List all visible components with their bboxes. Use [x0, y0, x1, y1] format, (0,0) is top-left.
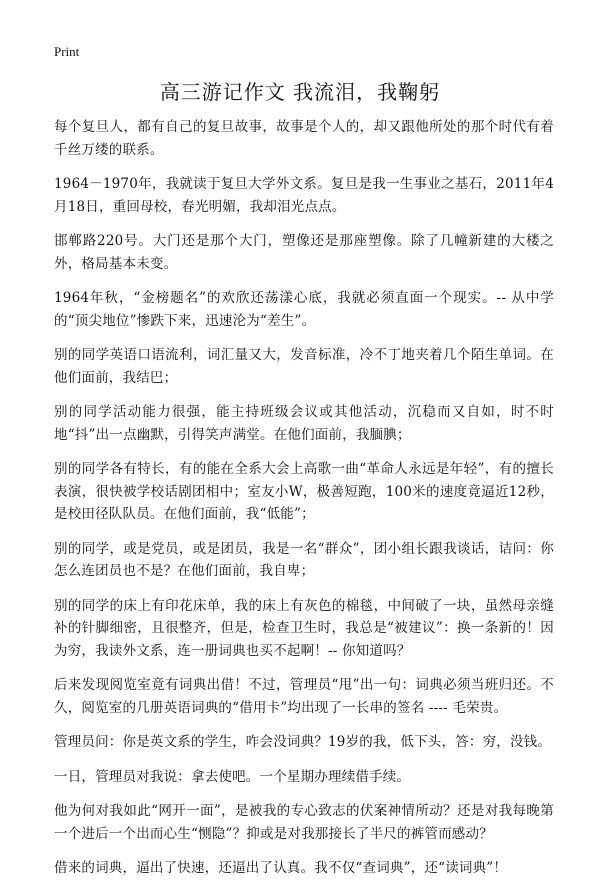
paragraph: 别的同学，或是党员，或是团员，我是一名“群众”，团小组长跟我谈话，诘问：你怎么连团员也不是？在他们面前，我自卑； [54, 540, 554, 579]
paragraph: 别的同学各有特长，有的能在全系大会上高歌一曲“革命人永远是年轻”，有的擅长表演，很快被学校话剧团相中；室友小W，极善短跑，100米的速度竟逼近12秒，是校田径队队员。在他们面前，我“低能”； [54, 461, 554, 522]
paragraph: 邯郸路220号。大门还是那个大门，塑像还是那座塑像。除了几幢新建的大楼之外，格局基本未变。 [54, 233, 554, 272]
paragraph: 别的同学活动能力很强，能主持班级会议或其他活动，沉稳而又自如，时不时地“抖”出一点幽默，引得笑声满堂。在他们面前，我腼腆； [54, 404, 554, 443]
paragraph: 1964－1970年，我就读于复旦大学外文系。复旦是我一生事业之基石，2011年4月18日，重回母校，春光明媚，我却泪光点点。 [54, 176, 554, 215]
paragraph: 别的同学的床上有印花床单，我的床上有灰色的棉毯，中间破了一块，虽然母亲缝补的针脚细密，且很整齐，但是，检查卫生时，我总是“被建议”：换一条新的！因为穷，我读外文系，连一册词典也买不起啊！-- 你知道吗？ [54, 597, 554, 659]
paragraph: 管理员问：你是英文系的学生，咋会没词典？19岁的我，低下头，答：穷，没钱。 [54, 734, 552, 750]
article-title: 高三游记作文 我流泪，我鞠躬 [159, 80, 441, 104]
paragraph: 每个复旦人，都有自己的复旦故事，故事是个人的，却又跟他所处的那个时代有着千丝万缕的联系。 [54, 119, 554, 158]
paragraph: 他为何对我如此“网开一面”，是被我的专心致志的伏案神情所动？还是对我每晚第一个进后一个出而心生“恻隐”？抑或是对我那接长了半尺的裤管而感动？ [54, 803, 554, 842]
paragraph: 借来的词典，逼出了快速，还逼出了认真。我不仅“查词典”，还“读词典”！ [54, 860, 508, 876]
print-link[interactable]: Print [54, 44, 80, 59]
article-body [54, 116, 554, 892]
paragraph: 一日，管理员对我说：拿去使吧。一个星期办理续借手续。 [54, 768, 411, 785]
paragraph: 别的同学英语口语流利，词汇量又大，发音标准，冷不丁地夹着几个陌生单词。在他们面前，我结巴； [54, 347, 554, 386]
paragraph: 后来发现阅览室竟有词典出借！不过，管理员“甩”出一句：词典必须当班归还。不久，阅览室的几册英语词典的“借用卡”均出现了一长串的签名 ---- 毛荣贵。 [54, 677, 554, 716]
paragraph: 1964年秋，“金榜题名”的欢欣还荡漾心底，我就必须直面一个现实。-- 从中学的“顶尖地位”惨跌下来，迅速沦为“差生”。 [54, 290, 554, 329]
